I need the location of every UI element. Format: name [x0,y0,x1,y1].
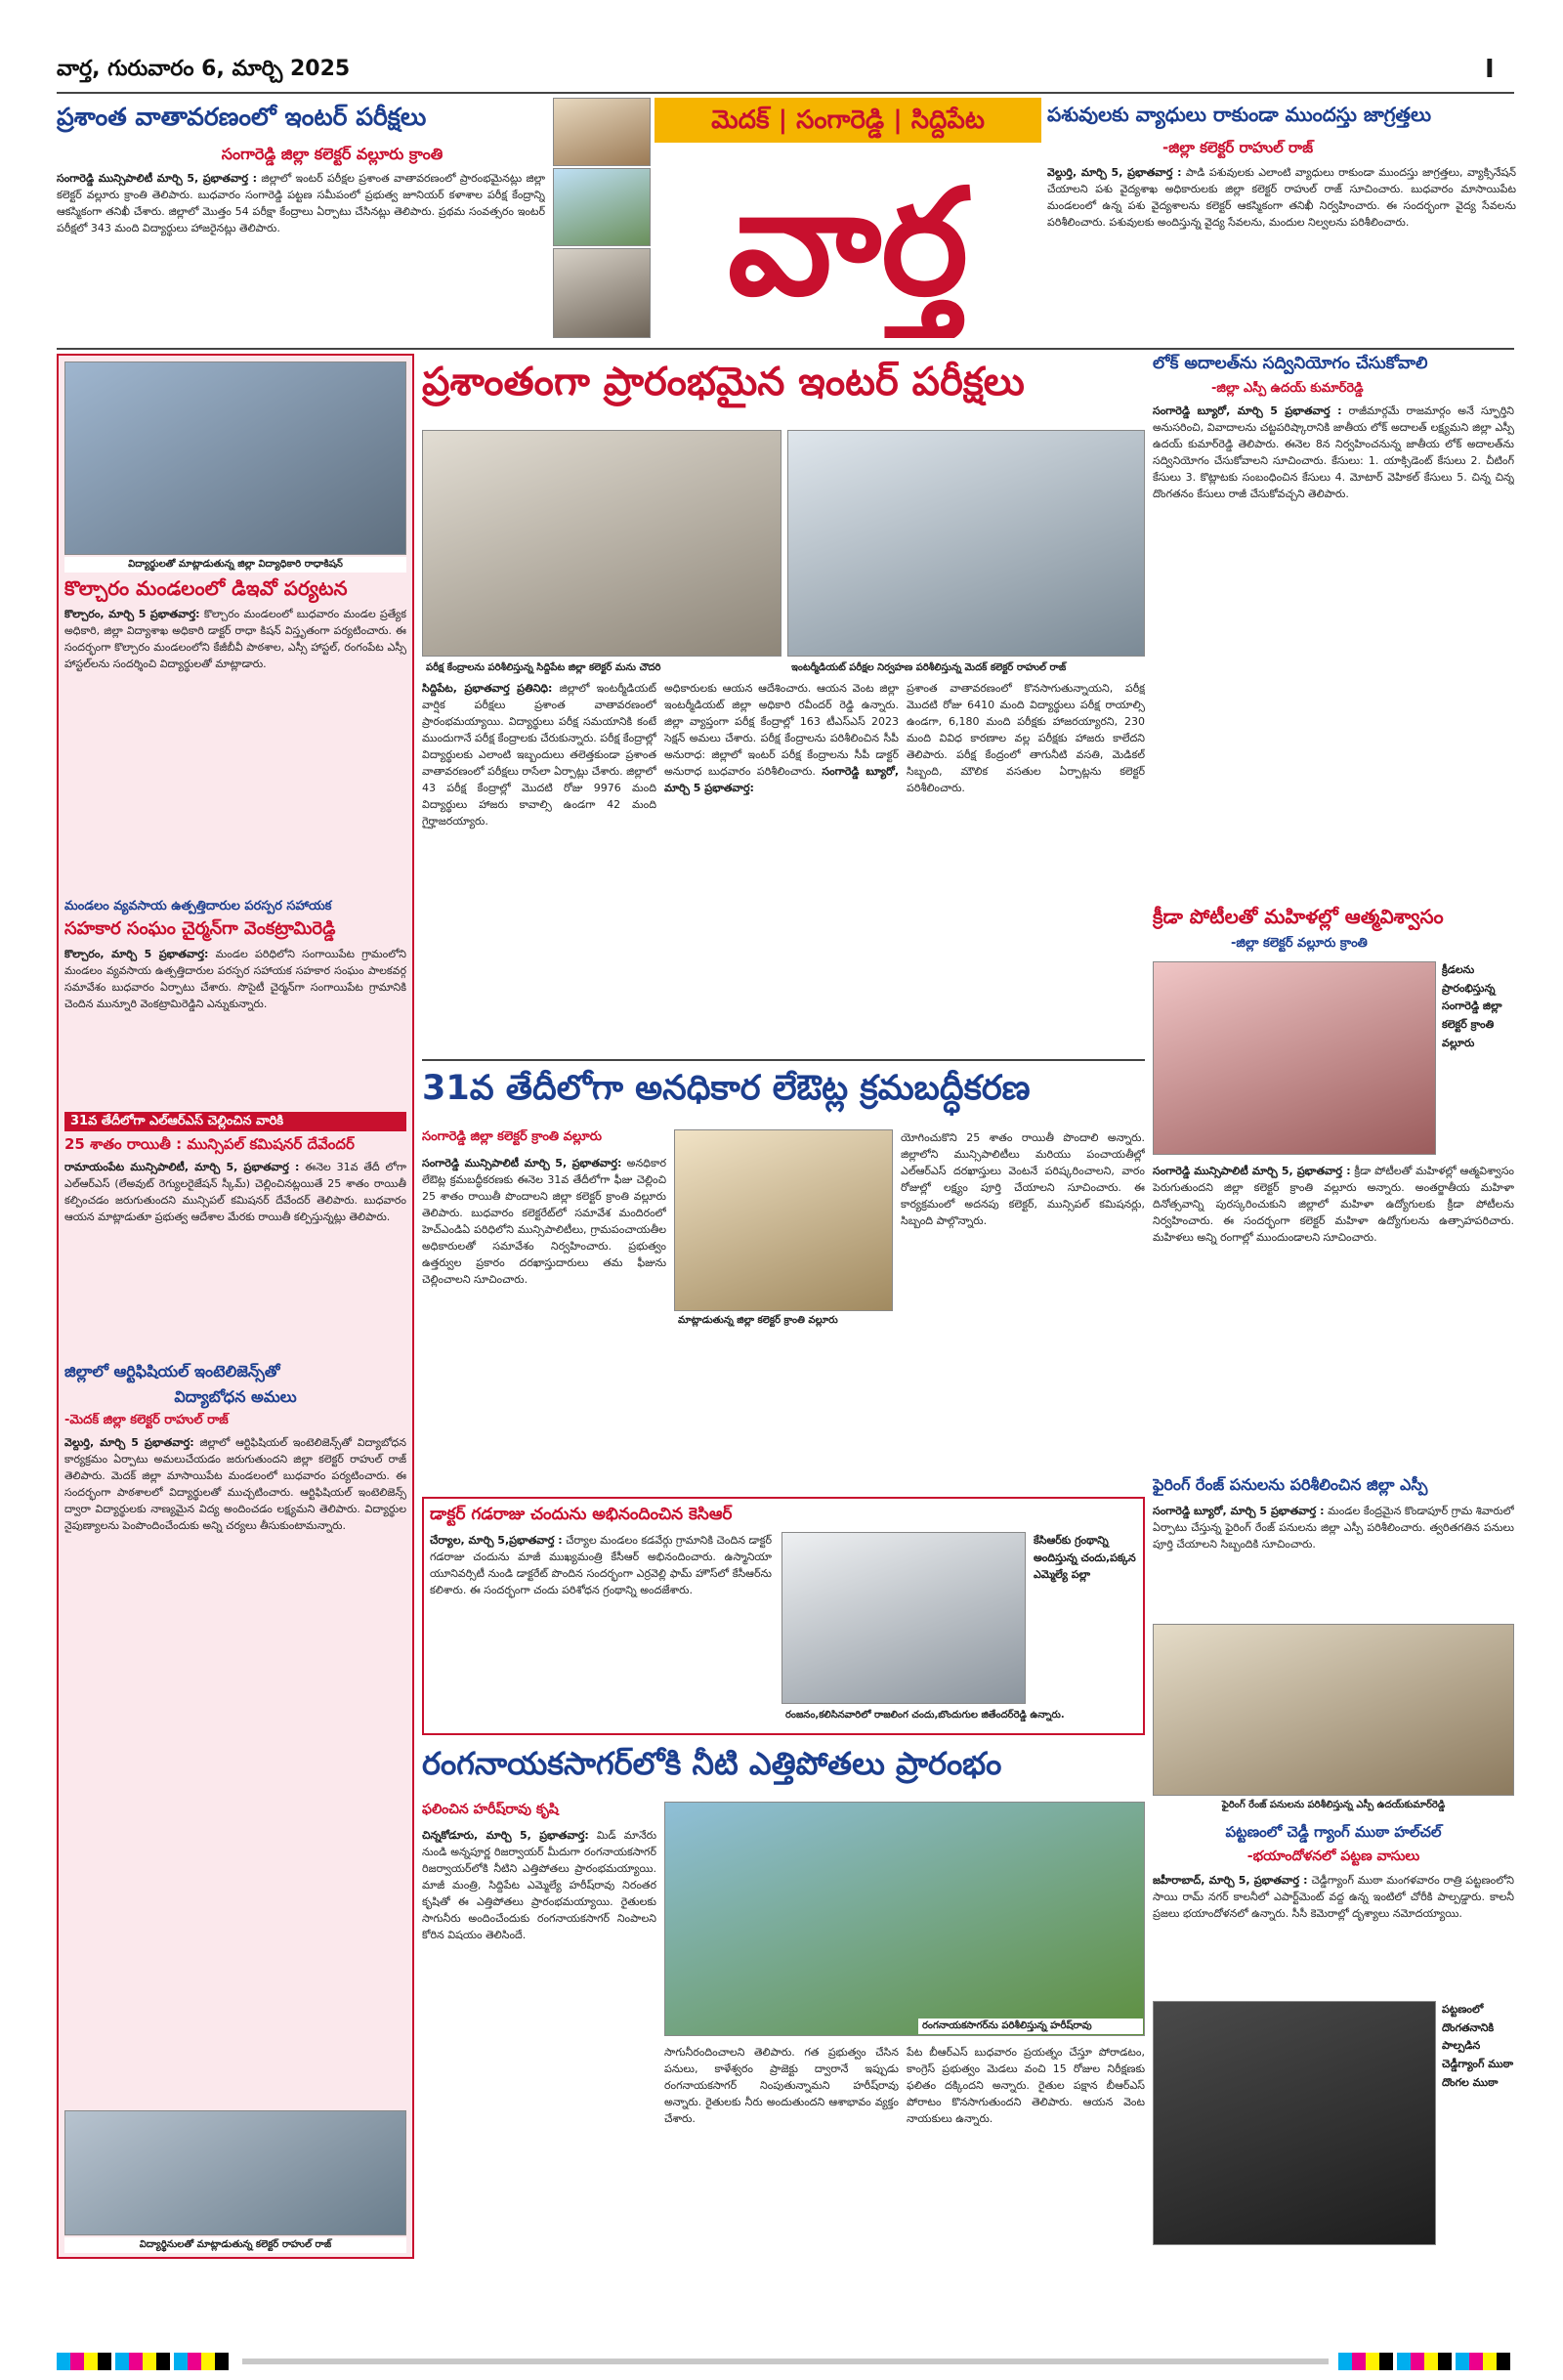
ranganayaka-caption: రంగనాయకసాగర్‌ను పరిశీలిస్తున్న హరీష్‌రావు [918,2019,1143,2034]
left-s4-text: జిల్లాలో ఆర్టిఫిషియల్ ఇంటెలిజెన్స్‌తో విద్యాబోధన కార్యక్రమం ఏర్పాటు అమలుచేయడం జరుగుతుందని జిల్లా కలెక్టర్ రాహుల్ రాజ్ తెలిపారు. మెదక్ జిల్లా మాసాయిపేట మండలంలో బుధవారం పర్యటించారు. ఈ సందర్భంగా పాఠశాలలో విద్యార్థులతో ముచ్చటించారు. ఆర్టిఫిషియల్ ఇంటెలిజెన్స్ ద్వారా విద్యార్థులకు నాణ్యమైన విద్య అందించడం లక్ష్యమని తెలిపారు. విద్యార్థుల నైపుణ్యాలను పెంపొందించేందుకు అన్ని చర్యలు తీసుకుంటామన్నారు. [64,1436,406,1533]
ranganayaka-headline: రంగనాయకసాగర్‌లోకి నీటి ఎత్తిపోతలు ప్రారంభం [422,1745,1002,1782]
top-right-headline: పశువులకు వ్యాధులు రాకుండా ముందస్తు జాగ్రత్తలు [1047,103,1432,126]
sports-subhead: -జిల్లా కలెక్టర్ వల్లూరు క్రాంతి [1231,936,1368,951]
sports-byline: సంగారెడ్డి మున్సిపాలిటీ మార్చి 5, ప్రభాతవార్త : [1153,1165,1351,1177]
sports-body [1153,1163,1514,1466]
main-col1-byline: సిద్దిపేట, ప్రభాతవార్త ప్రతినిధి: [422,682,553,695]
top-left-text: జిల్లాలో ఇంటర్ పరీక్షల ప్రశాంత వాతావరణంలో ప్రారంభమైనట్లు జిల్లా కలెక్టర్ వల్లూరు క్రాంతి తెలిపారు. బుధవారం సంగారెడ్డి పట్టణ సమీపంలో ప్రభుత్వ జూనియర్ కళాశాల పరీక్ష కేంద్రాన్ని ఆకస్మికంగా తనిఖీ చేశారు. జిల్లాలో మొత్తం 54 పరీక్షా కేంద్రాలు ఏర్పాటు చేసినట్లు తెలిపారు. ప్రథమ సంవత్సరం ఇంటర్ పరీక్షలో 343 మంది విద్యార్థులు హాజరైనట్లు తెలిపారు. [57,172,545,235]
ranganayaka-col3 [907,2044,1145,2257]
main-caption-left: పరీక్ష కేంద్రాలను పరిశీలిస్తున్న సిద్దిపేట జిల్లా కలెక్టర్ మను చౌదరి [422,660,782,676]
ranganayaka-col2 [664,2044,899,2257]
main-col2 [664,680,899,1051]
left-s1-body [64,606,406,889]
top-left-body [57,170,545,342]
chaddi-headline: పట్టణంలో చెడ్డీ గ్యాంగ్ ముఠా హల్‌చల్ [1225,1823,1442,1841]
main-caption-right: ఇంటర్మీడియట్ పరీక్షల నిర్వహణ పరిశీలిస్తున్న మెదక్ కలెక్టర్ రాహుల్ రాజ్ [787,660,1145,676]
ranganayaka-byline: చిన్నకోడూరు, మార్చి 5, ప్రభాతవార్త: [422,1829,589,1842]
main-headline: ప్రశాంతంగా ప్రారంభమైన ఇంటర్ పరీక్షలు [422,360,1025,404]
top-left-byline: సంగారెడ్డి మున్సిపాలిటీ మార్చి 5, ప్రభాతవార్త : [57,172,258,185]
chaddi-photo [1153,2001,1436,2245]
lrs-byline: సంగారెడ్డి మున్సిపాలిటీ మార్చి 5, ప్రభాతవార్త: [422,1157,622,1169]
lrs-col2 [901,1129,1145,1487]
sports-headline: క్రీడా పోటీలతో మహిళల్లో ఆత్మవిశ్వాసం [1153,905,1444,928]
firing-body [1153,1503,1514,1620]
left-s4-headline: జిల్లాలో ఆర్టిఫిషియల్ ఇంటెలిజెన్స్‌తో [64,1362,280,1381]
lok-adalat-subhead: -జిల్లా ఎస్పీ ఉదయ్ కుమార్‌రెడ్డి [1211,381,1364,396]
doctorate-headline: డాక్టర్ గడరాజు చందును అభినందించిన కెసిఆర్ [430,1505,733,1524]
doctorate-caption-bottom: రంజనం,కలిసినవారిలో రాజలింగ చందు,బొందుగుల జితేందర్‌రెడ్డి ఉన్నారు. [782,1708,1137,1723]
doctorate-body [430,1532,772,1727]
sports-photo [1153,961,1436,1155]
firing-byline: సంగారెడ్డి బ్యూరో, మార్చి 5 ప్రభాతవార్త : [1153,1505,1325,1517]
left-s1-byline: కొల్చారం, మార్చి 5 ప్రభాతవార్త: [64,608,200,620]
lrs-headline: 31వ తేదీలోగా అనధికార లేఔట్ల క్రమబద్ధీకరణ [422,1069,1031,1108]
ranganayaka-text: మిడ్ మానేరు నుండి అన్నపూర్ణ రిజర్వాయర్ మీదుగా రంగనాయకసాగర్ రిజర్వాయర్‌లోకి నీటిని ఎత్తిపోతలు ప్రారంభమయ్యాయి. మాజీ మంత్రి, సిద్దిపేట ఎమ్మెల్యే హరీష్‌రావు నిరంతర కృషితో ఈ ఎత్తిపోతలు ప్రారంభమయ్యాయి. రైతులకు సాగునీరు అందించేందుకు రంగనాయకసాగర్ నింపాలని కోరిన విషయం తెలిసిందే. [422,1829,656,1942]
masthead-temple-photo [553,98,651,166]
left-s2-headline: మండలం వ్యవసాయ ఉత్పత్తిదారుల పరస్పర సహాయక [64,899,332,914]
firing-caption: ఫైరింగ్ రేంజ్ పనులను పరిశీలిస్తున్న ఎస్పీ ఉదయ్‌కుమార్‌రెడ్డి [1153,1798,1514,1813]
masthead-building-photo [553,168,651,246]
top-left-subhead: సంగారెడ్డి జిల్లా కలెక్టర్ వల్లూరు క్రాంతి [221,145,444,163]
left-s1-headline: కొల్చారం మండలంలో డిఇవో పర్యటన [64,576,348,600]
left-s3-text: ఈనెల 31వ తేదీ లోగా ఎల్ఆర్‌ఎస్ (లేఅవుట్ రెగ్యులరైజేషన్ స్కీమ్) చెల్లించినట్లయితే 25 శాతం రాయితీ కల్పించడం జరుగుతుందని మున్సిపల్ కమిషనర్ దేవేందర్ తెలిపారు. బుధవారం ఆయన మాట్లాడుతూ ప్రభుత్వ ఆదేశాల మేరకు రాయితీ కల్పిస్తున్నట్లు తెలిపారు. [64,1161,406,1224]
left-s3-headline: 25 శాతం రాయితీ : మున్సిపల్ కమిషనర్ దేవేందర్ [64,1135,355,1153]
left-bottom-caption: విద్యార్థినులతో మాట్లాడుతున్న కలెక్టర్ రాహుల్ రాజ్ [64,2237,406,2253]
top-right-subhead: -జిల్లా కలెక్టర్ రాహుల్ రాజ్ [1162,139,1314,156]
chaddi-caption: పట్టణంలో దొంగతనానికి పాల్పడిన చెడ్డీగ్యాంగ్ ముఠా దొంగల ముఠా [1442,2003,1513,2089]
lok-adalat-text: రాజీమార్గమే రాజమార్గం అనే స్ఫూర్తిని అనుసరించి, వివాదాలను చట్టపరిష్కారానికి జాతీయ లోక్ అదాలత్ లక్ష్యమని జిల్లా ఎస్పీ ఉదయ్ కుమార్‌రెడ్డి తెలిపారు. ఈనెల 8న నిర్వహించనున్న జాతీయ లోక్ అదాలత్‌ను సద్వినియోగం చేసుకోవాలని సూచించారు. కేసులు: 1. యాక్సిడెంట్ కేసులు 2. చీటింగ్ కేసులు 3. కొట్లాటకు సంబంధించిన కేసులు 4. మోటార్ వెహికల్ కేసులు 5. చిన్న చిన్న దొంగతనం కేసులు రాజీ చేసుకోవచ్చని తెలిపారు. [1153,404,1514,501]
ranganayaka-col3-text: పేట బీఆర్‌ఎస్ బుధవారం ప్రయత్నం చేస్తూ పోరాడటం, కాంగ్రెస్ ప్రభుత్వం మెడలు వంచి 15 రోజుల నిరీక్షణకు ఫలితం దక్కిందని అన్నారు. రైతుల పక్షాన బీఆర్‌ఎస్ పోరాటం కొనసాగుతుందని తెలిపారు. ఆయన వెంట నాయకులు ఉన్నారు. [907,2046,1145,2126]
left-s2-body [64,946,406,1102]
left-s4-subhead: -మెదక్ జిల్లా కలెక్టర్ రాహుల్ రాజ్ [64,1413,229,1427]
left-s2-text: మండల పరిధిలోని సంగాయిపేట గ్రామంలోని మండలం వ్యవసాయ ఉత్పత్తిదారుల పరస్పర సహాయక సహకార సంఘం పాలకవర్గ సమావేశం బుధవారం ఏర్పాటు చేశారు. సొసైటీ చైర్మన్‌గా సంగాయిపేట గ్రామానికి చెందిన మున్నూరి వెంకట్రామిరెడ్డిని ఎన్నుకున్నారు. [64,948,406,1011]
ranganayaka-col2-text: సాగునీరందించాలని తెలిపారు. గత ప్రభుత్వం చేసిన పనులు, కాళేశ్వరం ప్రాజెక్టు ద్వారానే ఇప్పుడు రంగనాయకసాగర్ నింపుతున్నామని హరీష్‌రావు అన్నారు. రైతులకు నీరు అందుతుందని ఆశాభావం వ్యక్తం చేశారు. [664,2046,899,2126]
left-s2-headline2: సహకార సంఘం చైర్మన్‌గా వెంకట్రామిరెడ్డి [64,918,336,939]
left-s3-kicker: 31వ తేదీలోగా ఎల్ఆర్‌ఎస్ చెల్లించిన వారికి [64,1112,406,1131]
ranganayaka-photo [664,1802,1145,2036]
main-col2-byline: సంగారెడ్డి బ్యూరో, మార్చి 5 ప్రభాతవార్త: [664,765,899,795]
header-rule [57,92,1514,94]
doctorate-text: చేర్యాల మండలం కడవేర్గు గ్రామానికి చెందిన డాక్టర్ గడరాజు చందును మాజీ ముఖ్యమంత్రి కేసీఆర్ అభినందించారు. ఉస్మానియా యూనివర్సిటీ నుండి డాక్టరేట్ పొందిన సందర్భంగా ఎర్రవెల్లి ఫామ్ హౌస్‌లో కేసీఆర్‌ను కలిశారు. ఈ సందర్భంగా చందు పరిశోధన గ్రంథాన్ని అందజేశారు. [430,1534,772,1597]
top-left-headline: ప్రశాంత వాతావరణంలో ఇంటర్ పరీక్షలు [57,103,427,131]
page-number: I [1485,55,1495,84]
doctorate-caption: కేసిఆర్‌కు గ్రంథాన్ని అందిస్తున్న చందు,పక్కన ఎమ్మెల్యే పల్లా [1034,1534,1136,1582]
lok-adalat-body [1153,403,1514,891]
left-s4-byline: వెల్దుర్తి, మార్చి 5 ప్రభాతవార్త: [64,1436,194,1449]
lrs-col2-text: యోగించుకొని 25 శాతం రాయితీ పొందాలి అన్నారు. జిల్లాలోని మున్సిపాలిటీలు మరియు పంచాయతీల్లో ఎల్ఆర్‌ఎస్ దరఖాస్తులు వెంటనే పరిష్కరించాలని, వారం రోజుల్లో లక్ష్యం పూర్తి చేయాలని సూచించారు. ఈ కార్యక్రమంలో అదనపు కలెక్టర్, మున్సిపల్ కమిషనర్లు, సిబ్బంది పాల్గొన్నారు. [901,1131,1145,1228]
ranganayaka-subhead: ఫలించిన హరీష్‌రావు కృషి [422,1802,559,1817]
lrs-photo [674,1129,893,1311]
lrs-subhead: సంగారెడ్డి జిల్లా కలెక్టర్ క్రాంతి వల్లూరు [422,1129,602,1144]
doctorate-byline: చేర్యాల, మార్చి 5,ప్రభాతవార్త : [430,1534,563,1547]
chaddi-body [1153,1872,1514,1995]
main-col3-text: ప్రశాంత వాతావరణంలో కొనసాగుతున్నాయని, పరీక్ష మొదటి రోజు 6410 మంది విద్యార్థులు పరీక్ష రాయాల్సి ఉండగా, 6,180 మంది పరీక్షకు హాజరయ్యారని, 230 మంది వివిధ కారణాల వల్ల పరీక్షకు హాజరు కాలేదని తెలిపారు. పరీక్ష కేంద్రంలో తాగునీటి వసతి, మెడికల్ సిబ్బంది, మౌలిక వసతుల ఏర్పాట్లను కలెక్టర్ పరిశీలించారు. [907,682,1145,795]
main-photo-right [787,430,1145,657]
left-bottom-photo [64,2110,406,2235]
main-col1 [422,680,656,1051]
top-right-byline: వెల్దుర్తి, మార్చి 5, ప్రభాతవార్త : [1047,166,1182,179]
masthead-clocktower-photo [553,248,651,338]
section-rule [57,348,1514,350]
chaddi-subhead: -భయాందోళనలో పట్టణ వాసులు [1246,1849,1420,1864]
dateline: వార్త, గురువారం 6, మార్చి 2025 [57,57,351,81]
left-s3-body [64,1159,406,1354]
masthead [553,98,1041,342]
ranganayaka-body [422,1827,656,2257]
main-col1-text: జిల్లాలో ఇంటర్మీడియట్ వార్షిక పరీక్షలు ప్రశాంత వాతావరణంలో ప్రారంభమయ్యాయి. విద్యార్థులు పరీక్ష సమయానికి కంటే ముందుగానే పరీక్ష కేంద్రాలకు చేరుకున్నారు. పరీక్ష కేంద్రాల్లో విద్యార్థులకు ఎలాంటి ఇబ్బందులు తలెత్తకుండా ప్రశాంత వాతావరణంలో పరీక్షలు రాసేలా ఏర్పాట్లు చేశారు. జిల్లాలో 43 పరీక్ష కేంద్రాల్లో మొదటి రోజు 9976 మంది విద్యార్థులు హాజరు కావాల్సి ఉండగా 42 మంది గైర్హాజరయ్యారు. [422,682,656,829]
sports-text: క్రీడా పోటీలతో మహిళల్లో ఆత్మవిశ్వాసం పెరుగుతుందని జిల్లా కలెక్టర్ క్రాంతి వల్లూరు అన్నారు. అంతర్జాతీయ మహిళా దినోత్సవాన్ని పురస్కరించుకుని జిల్లాలో మహిళా ఉద్యోగులకు క్రీడా పోటీలను నిర్వహించారు. ఈ సందర్భంగా కలెక్టర్ మహిళా ఉద్యోగులను ఉత్సాహపరిచారు. మహిళలు అన్ని రంగాల్లో ముందుండాలని సూచించారు. [1153,1165,1514,1245]
main-col3 [907,680,1145,1051]
masthead-logo: వార్త [727,156,969,328]
lrs-rule [422,1059,1145,1061]
chaddi-byline: జహీరాబాద్, మార్చి 5, ప్రభాతవార్త : [1153,1874,1308,1887]
chaddi-text: చెడ్డీగ్యాంగ్ ముఠా మంగళవారం రాత్రి పట్టణంలోని సాయి రామ్ నగర్ కాలనీలో ఎపార్ట్‌మెంట్ వద్ద ఉన్న ఇంటిలో చోరీకి పాల్పడ్డారు. కాలనీ ప్రజలు భయాందోళనలో ఉన్నారు. సీసీ కెమెరాల్లో దృశ్యాలు నమోదయ్యాయి. [1153,1874,1514,1921]
lok-adalat-headline: లోక్ అదాలత్‌ను సద్వినియోగం చేసుకోవాలి [1153,354,1428,373]
firing-headline: ఫైరింగ్ రేంజ్ పనులను పరిశీలించిన జిల్లా ఎస్పీ [1153,1475,1428,1494]
firing-photo [1153,1624,1514,1796]
left-top-photo [64,361,406,555]
firing-text: మండల కేంద్రమైన కొండాపూర్ గ్రామ శివారులో ఏర్పాటు చేస్తున్న ఫైరింగ్ రేంజ్ పనులను జిల్లా ఎస్పీ పరిశీలించారు. త్వరితగతిన పనులు పూర్తి చేయాలని సిబ్బందికి సూచించారు. [1153,1505,1514,1551]
left-s4-headline2: విద్యాబోధన అమలు [174,1387,297,1406]
left-s2-byline: కొల్చారం, మార్చి 5 ప్రభాతవార్త: [64,948,209,960]
top-right-body [1047,164,1516,342]
lrs-caption: మాట్లాడుతున్న జిల్లా కలెక్టర్ క్రాంతి వల్లూరు [674,1313,893,1329]
lok-adalat-byline: సంగారెడ్డి బ్యూరో, మార్చి 5 ప్రభాతవార్త : [1153,404,1342,417]
registration-bar [57,2353,1514,2370]
masthead-districts: మెదక్ | సంగారెడ్డి | సిద్దిపేట [655,98,1041,143]
left-s1-text: కొల్చారం మండలంలో బుధవారం మండల ప్రత్యేక అధికారి, జిల్లా విద్యాశాఖ అధికారి డాక్టర్ రాధా కిషన్ విస్తృతంగా పర్యటించారు. ఈ సందర్భంగా కొల్చారం మండలంలోని కేజీబీవీ పాఠశాల, ఎస్సీ హాస్టల్, రంగంపేట ఎస్సీ హాస్టల్‌లను సందర్శించి విద్యార్థులతో మాట్లాడారు. [64,608,406,671]
sports-caption: క్రీడలను ప్రారంభిస్తున్న సంగారెడ్డి జిల్లా కలెక్టర్ క్రాంతి వల్లూరు [1442,963,1502,1049]
left-s4-body [64,1434,406,2099]
lrs-text: అనధికార లేఔట్ల క్రమబద్ధీకరణకు ఈనెల 31వ తేదీలోగా ఫీజు చెల్లించి 25 శాతం రాయితీ పొందాలని జిల్లా కలెక్టర్ క్రాంతి వల్లూరు తెలిపారు. బుధవారం కలెక్టరేట్‌లో సమావేశ మందిరంలో హెచ్ఎండిఏ పరిధిలోని మున్సిపాలిటీలు, గ్రామపంచాయతీల అధికారులతో సమావేశం నిర్వహించారు. ప్రభుత్వం ఉత్తర్వుల ప్రకారం దరఖాస్తుదారులు తమ ఫీజును చెల్లించాలని సూచించారు. [422,1157,666,1287]
doctorate-photo [782,1532,1026,1704]
top-right-text: పాడి పశువులకు ఎలాంటి వ్యాధులు రాకుండా ముందస్తు జాగ్రత్తలు, వ్యాక్సినేషన్ చేయాలని పశు వైద్యశాఖ అధికారులకు జిల్లా కలెక్టర్ రాహుల్ రాజ్ సూచించారు. బుధవారం మాసాయిపేట మండలంలో ఉన్న పశు వైద్యశాలను కలెక్టర్ ఆకస్మికంగా తనిఖీ నిర్వహించారు. ఈ సందర్భంగా వైద్య సేవలను పరిశీలించారు. పశువులకు అందిస్తున్న వైద్య సేవలను, మందుల నిల్వలను పరిశీలించారు. [1047,166,1516,230]
left-top-caption: విద్యార్థులతో మాట్లాడుతున్న జిల్లా విద్యాధికారి రాధాకిషన్ [64,557,406,573]
main-photo-left [422,430,782,657]
lrs-body [422,1155,666,1487]
left-s3-byline: రామాయంపేట మున్సిపాలిటీ, మార్చి 5, ప్రభాతవార్త : [64,1161,300,1173]
main-col2-text: అధికారులకు ఆయన ఆదేశించారు. ఆయన వెంట జిల్లా ఇంటర్మీడియట్ జిల్లా అధికారి రవీందర్ రెడ్డి ఉన్నారు. జిల్లా వ్యాప్తంగా పరీక్ష కేంద్రాల్లో 163 టీఎస్ఎస్ 2023 సెక్షన్ అమలు చేశారు. పరీక్ష కేంద్రాలను పరిశీలించిన సీపీ అనురాధ: జిల్లాలో ఇంటర్ పరీక్ష కేంద్రాలను సీపీ డాక్టర్ అనురాధ బుధవారం పరిశీలించారు. [664,682,899,779]
